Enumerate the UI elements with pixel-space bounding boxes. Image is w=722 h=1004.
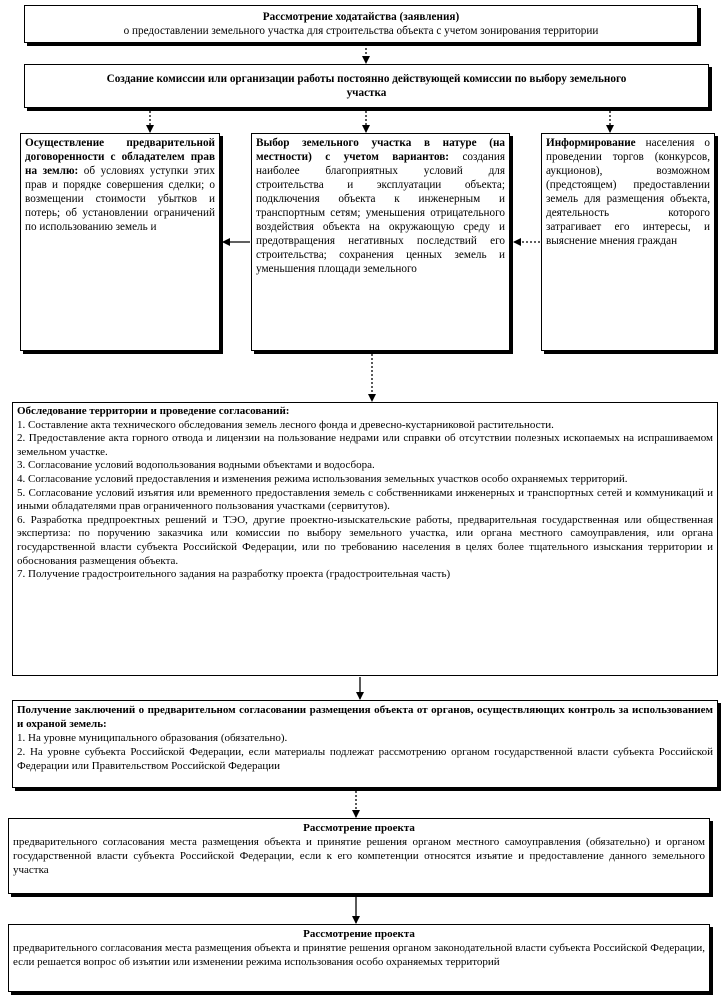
public-informing-text: населения о проведении торгов (конкурсов, аукционов), возможном (предстоящем) предоставлении земель для размещения объекта, деятельность которого затрагивает его интересы, и выяснение мнения граждан: [546, 137, 710, 247]
project-review-legislative-title: Рассмотрение проекта: [303, 928, 415, 940]
territory-survey-title: Обследование территории и проведение согласований:: [17, 405, 290, 417]
survey-item-4: 4. Согласование условий предоставления и изменения режима использования земельных участков особо охраняемых территорий.: [17, 472, 628, 485]
project-review-legislative-text: предварительного согласования места размещения объекта и принятие решения органом законодательной власти субъекта Российской Федерации, если решается вопрос об изъятии или изменении режима использования особо охраняемых территорий: [13, 942, 705, 968]
preliminary-agreement-title: Осуществление предварительной договоренности с обладателем прав на землю:: [25, 137, 215, 177]
public-informing-title: Информирование: [546, 137, 646, 149]
site-selection-title: Выбор земельного участка в натуре (на местности) с учетом вариантов:: [256, 137, 505, 163]
step-petition-review-text: о предоставлении земельного участка для строительства объекта с учетом зонирования территории: [123, 25, 599, 37]
conclusions-item-2: 2. На уровне субъекта Российской Федерации, если материалы подлежат рассмотрению органом государственной власти субъекта Российской Федерации или Правительством Российской Федерации: [17, 746, 713, 772]
site-selection-text: создания наиболее благоприятных условий для строительства и эксплуатации объекта; подключения объекта к инженерным и транспортным сетям; уменьшения отрицательного воздействия объекта на окружающую среду и предотвращения негативных последствий его строительства; сохранения ценных земель и уменьшения площади земельного: [256, 151, 505, 275]
conclusions-title: Получение заключений о предварительном согласовании размещения объекта от органов, осуществляющих контроль за использованием и охраной земель:: [17, 704, 713, 730]
conclusions-item-1: 1. На уровне муниципального образования (обязательно).: [17, 732, 288, 744]
step-commission-title: Создание комиссии или организации работы постоянно действующей комиссии по выбору земельного участка: [106, 73, 627, 99]
preliminary-agreement-text: об условиях уступки этих прав и порядке совершения сделки; о возмещении стоимости убытков и потерь; об установлении ограничений по использованию земель и: [25, 165, 215, 233]
project-review-local-text: предварительного согласования места размещения объекта и принятие решения органом местного самоуправления (обязательно) и органом государственной власти субъекта Российской Федерации, если к его компетенции относятся изъятие и предоставление данного земельного участка: [13, 836, 705, 876]
survey-item-6: 6. Разработка предпроектных решений и ТЭО, другие проектно-изыскательские работы, предварительная государственная или общественная экспертиза: по поручению заказчика или комиссии по выбору земельного участка, или органа местного самоуправления, или органа государственной власти субъекта Российской Федерации, или по требованию населения в целях более тщательного изыскания территории и обоснования размещения объекта.: [17, 513, 713, 567]
step-petition-review-title: Рассмотрение ходатайства (заявления): [262, 11, 460, 23]
survey-item-2: 2. Предоставление акта горного отвода и лицензии на пользование недрами или справки об отсутствии полезных ископаемых на испрашиваемом земельном участке.: [17, 432, 713, 458]
survey-item-1: 1. Составление акта технического обследования земель лесного фонда и древесно-кустарниковой растительности.: [17, 418, 554, 431]
survey-item-3: 3. Согласование условий водопользования водными объектами и водосбора.: [17, 459, 375, 472]
project-review-local-title: Рассмотрение проекта: [303, 822, 415, 834]
survey-item-5: 5. Согласование условий изъятия или временного предоставления земель с собственниками инженерных и транспортных сетей и коммуникаций и иными обладателями прав ограниченного пользования участками (сервитутов).: [17, 486, 713, 513]
survey-item-7: 7. Получение градостроительного задания на разработку проекта (градостроительная часть): [17, 568, 451, 581]
